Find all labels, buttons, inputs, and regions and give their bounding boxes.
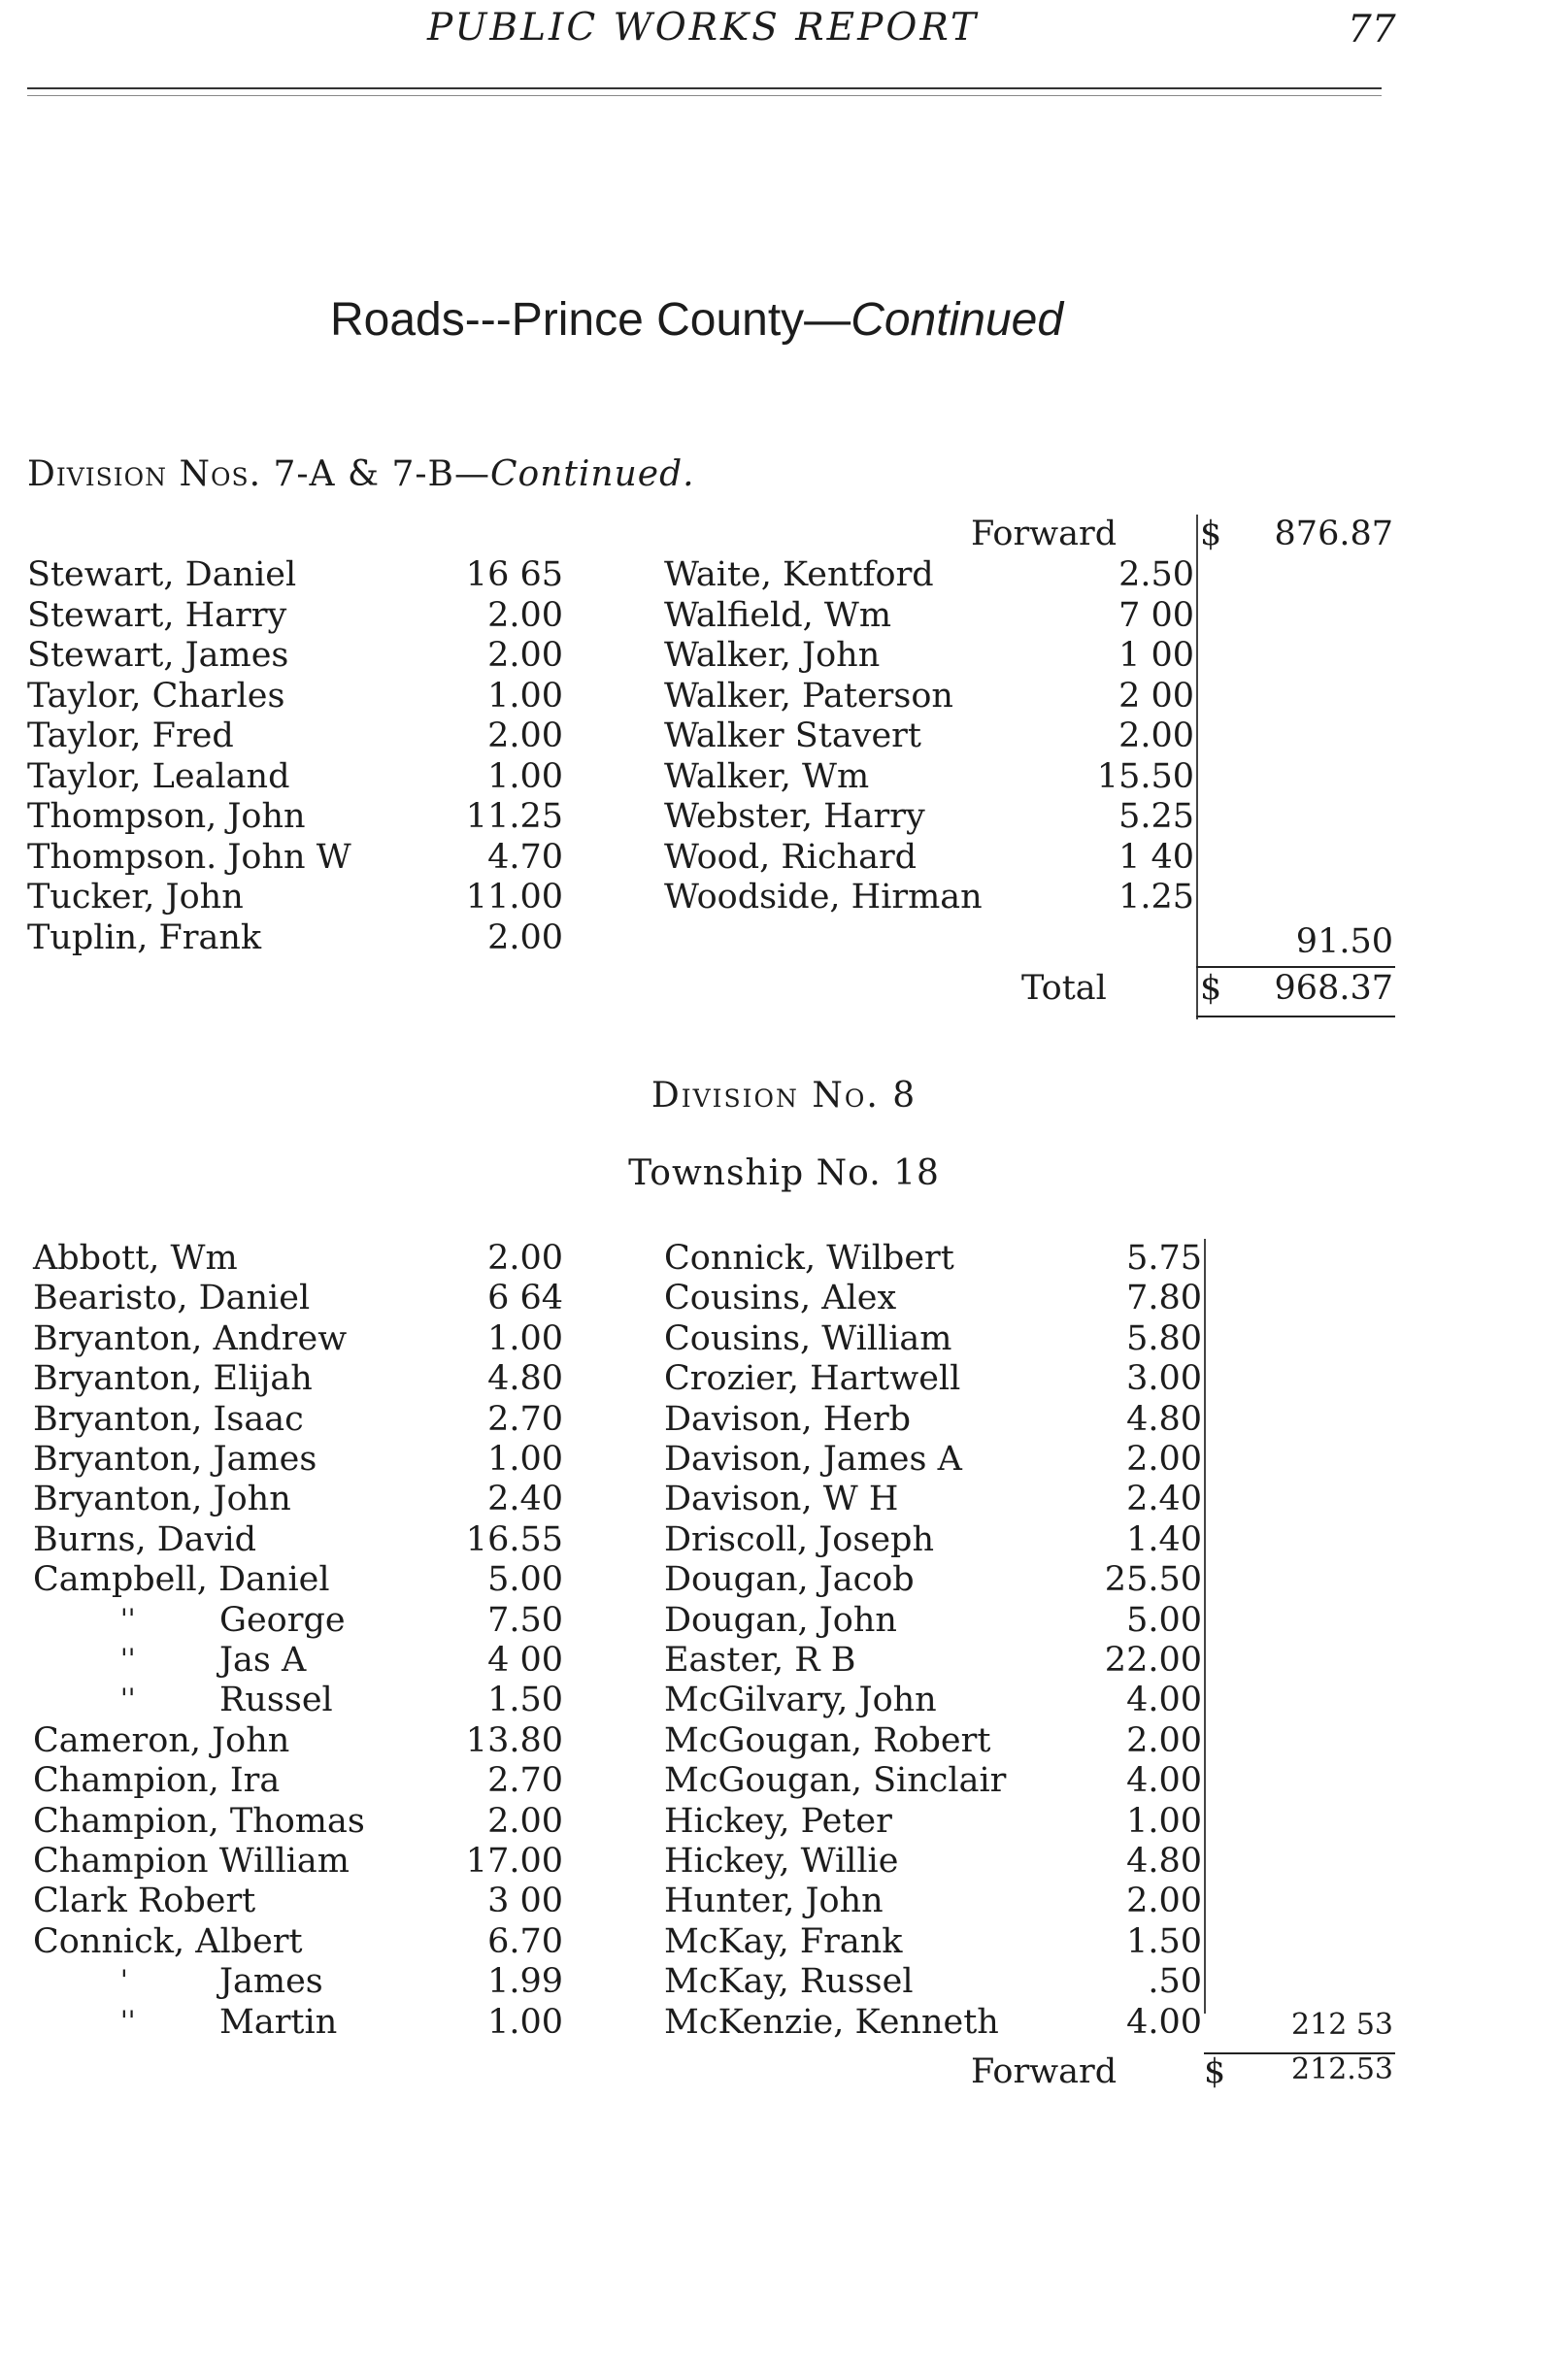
entry-amount: 1 00 [1118,636,1194,675]
entry-amount: 2.00 [487,636,563,675]
entry-amount: 2.00 [487,595,563,635]
entry-amount: 2.70 [487,1761,563,1801]
entry-amount: 7 00 [1118,595,1194,635]
division-8-column-total: 212 53 [1291,2008,1393,2042]
entry-amount: 1.00 [487,676,563,716]
page-number: 77 [1348,8,1396,51]
entry-name: Bryanton, James [33,1440,317,1479]
entry-name: Stewart, James [27,636,289,675]
division-7-forward-amount: 876.87 [1274,515,1393,553]
entry-amount: 2 00 [1118,676,1194,716]
entry-amount: 15.50 [1096,756,1194,796]
entry-amount: 7.80 [1126,1279,1202,1318]
entry-name: Hunter, John [664,1882,884,1921]
entry-name: Champion, Thomas [33,1801,365,1841]
entry-name: Bryanton, Isaac [33,1399,304,1439]
entry-name: Walker, Wm [664,756,870,796]
entry-name: Connick, Wilbert [664,1239,954,1278]
entry-name: Bearisto, Daniel [33,1279,311,1318]
entry-name: Easter, R B [664,1641,856,1680]
division-7-subtotal-rule [1196,966,1395,968]
entry-name: Taylor, Fred [27,716,234,755]
division-8-forward-dollar: $ [1204,2052,1226,2091]
division-7-forward-dollar: $ [1200,515,1222,553]
entry-name: Stewart, Harry [27,595,287,635]
entry-amount: 22.00 [1104,1641,1202,1680]
entry-name: Russel [219,1681,333,1720]
entry-name: Crozier, Hartwell [664,1359,961,1399]
division-7-forward-label: Forward [971,515,1118,553]
entry-amount: 7.50 [487,1600,563,1640]
division-7-total-amount: 968.37 [1274,969,1393,1008]
division-7-total-label: Total [1021,969,1107,1008]
entry-name: Davison, James A [664,1440,962,1479]
entry-amount: 2.00 [487,716,563,755]
entry-name: Martin [219,2002,338,2042]
ditto-mark: '' [120,2004,136,2037]
entry-name: Thompson. John W [27,837,351,877]
entry-name: Connick, Albert [33,1921,303,1961]
entry-name: Taylor, Lealand [27,756,290,796]
entry-amount: 1.50 [1126,1921,1202,1961]
entry-name: McGougan, Robert [664,1720,991,1760]
entry-name: McKay, Russel [664,1962,914,2002]
entry-name: Davison, W H [664,1480,899,1519]
entry-amount: 25.50 [1104,1560,1202,1600]
entry-amount: 6.70 [487,1921,563,1961]
entry-name: Champion, Ira [33,1761,281,1801]
entry-name: McKay, Frank [664,1921,903,1961]
entry-amount: 4.80 [487,1359,563,1399]
entry-name: Dougan, Jacob [664,1560,915,1600]
entry-amount: 1.00 [487,1440,563,1479]
entry-amount: 13.80 [465,1720,563,1760]
entry-amount: 2.40 [487,1480,563,1519]
division-8-forward-label: Forward [971,2052,1118,2091]
division-8-heading: Division No. 8 [651,1076,917,1116]
entry-amount: 5.25 [1118,797,1194,836]
entry-amount: 4 00 [487,1641,563,1680]
section-title [330,293,1063,347]
entry-name: Walker, John [664,636,881,675]
entry-amount: 1.99 [487,1962,563,2002]
division-7-heading-prefix: Division Nos. 7-A & 7-B— [27,454,491,494]
entry-name: Bryanton, Andrew [33,1318,348,1358]
ditto-mark: '' [120,1602,136,1635]
ditto-mark: ' [120,1964,128,1997]
entry-name: Woodside, Hirman [664,878,983,916]
entry-amount: 4.00 [1126,1681,1202,1720]
entry-name: Bryanton, Elijah [33,1359,313,1399]
entry-amount: 2.00 [1126,1882,1202,1921]
entry-amount: 5.75 [1126,1239,1202,1278]
entry-name: Clark Robert [33,1882,256,1921]
entry-name: Taylor, Charles [27,676,285,716]
entry-name: Bryanton, John [33,1480,291,1519]
entry-amount: 1 40 [1118,837,1194,877]
ditto-mark: '' [120,1683,136,1716]
entry-amount: .50 [1148,1962,1202,2002]
entry-name: Champion William [33,1842,350,1881]
entry-name: Walker, Paterson [664,676,953,716]
entry-name: Tuplin, Frank [27,917,262,957]
entry-name: Davison, Herb [664,1399,912,1439]
entry-name: McKenzie, Kenneth [664,2002,999,2042]
entry-amount: 2.00 [487,917,563,957]
entry-name: Webster, Harry [664,797,925,836]
entry-amount: 16 65 [465,555,563,594]
entry-amount: 2.50 [1118,555,1194,594]
entry-name: Burns, David [33,1519,257,1559]
division-7-subtotal: 91.50 [1295,922,1393,961]
entry-amount: 17.00 [465,1842,563,1881]
division-7-heading [27,454,695,494]
entry-amount: 1.00 [487,2002,563,2042]
entry-amount: 1.25 [1118,878,1194,916]
entry-amount: 4.80 [1126,1399,1202,1439]
division-7-total-rule [1196,1016,1395,1017]
entry-amount: 11.00 [465,878,563,916]
entry-amount: 2.00 [1126,1720,1202,1760]
entry-amount: 4.80 [1126,1842,1202,1881]
entry-name: Cousins, William [664,1318,952,1358]
entry-amount: 2.40 [1126,1480,1202,1519]
section-title-main: Roads---Prince County— [330,294,851,346]
entry-amount: 1.00 [1126,1801,1202,1841]
entry-amount: 4.00 [1126,1761,1202,1801]
section-title-continued: Continued [851,294,1064,346]
entry-name: Walfield, Wm [664,595,892,635]
entry-amount: 5.00 [487,1560,563,1600]
entry-name: Abbott, Wm [33,1239,238,1278]
entry-name: James [219,1962,323,2002]
entry-name: Jas A [219,1641,307,1680]
entry-name: Hickey, Peter [664,1801,892,1841]
entry-amount: 1.00 [487,1318,563,1358]
entry-name: Cousins, Alex [664,1279,897,1318]
entry-name: Thompson, John [27,797,306,836]
entry-amount: 16.55 [465,1519,563,1559]
entry-amount: 2.00 [1118,716,1194,755]
entry-name: Waite, Kentford [664,555,934,594]
entry-amount: 2.70 [487,1399,563,1439]
entry-amount: 6 64 [487,1279,563,1318]
page-header-title: PUBLIC WORKS REPORT [427,6,980,50]
division-7-heading-continued: Continued. [490,454,695,494]
entry-name: Dougan, John [664,1600,897,1640]
entry-name: Walker Stavert [664,716,921,755]
entry-amount: 5.80 [1126,1318,1202,1358]
entry-amount: 1.40 [1126,1519,1202,1559]
header-rule-thin [27,95,1382,96]
entry-amount: 3 00 [487,1882,563,1921]
ditto-mark: '' [120,1643,136,1675]
entry-amount: 2.00 [487,1239,563,1278]
entry-name: George [219,1600,346,1640]
entry-amount: 5.00 [1126,1600,1202,1640]
entry-name: Cameron, John [33,1720,290,1760]
entry-name: McGougan, Sinclair [664,1761,1007,1801]
division-8-township: Township No. 18 [628,1153,940,1193]
entry-amount: 1.00 [487,756,563,796]
division-7-total-dollar: $ [1200,969,1222,1008]
entry-name: Hickey, Willie [664,1842,899,1881]
entry-amount: 2.00 [1126,1440,1202,1479]
entry-name: Tucker, John [27,878,244,916]
entry-name: McGilvary, John [664,1681,937,1720]
entry-amount: 4.00 [1126,2002,1202,2042]
entry-amount: 4.70 [487,837,563,877]
entry-name: Driscoll, Joseph [664,1519,934,1559]
entry-amount: 1.50 [487,1681,563,1720]
entry-amount: 2.00 [487,1801,563,1841]
division-8-column-rule [1204,1239,1206,2014]
entry-name: Stewart, Daniel [27,555,297,594]
division-8-forward-amount: 212.53 [1291,2052,1393,2086]
entry-name: Wood, Richard [664,837,917,877]
entry-name: Campbell, Daniel [33,1560,330,1600]
entry-amount: 11.25 [465,797,563,836]
header-rule [27,87,1382,89]
division-7-column-rule [1196,515,1198,1019]
entry-amount: 3.00 [1126,1359,1202,1399]
